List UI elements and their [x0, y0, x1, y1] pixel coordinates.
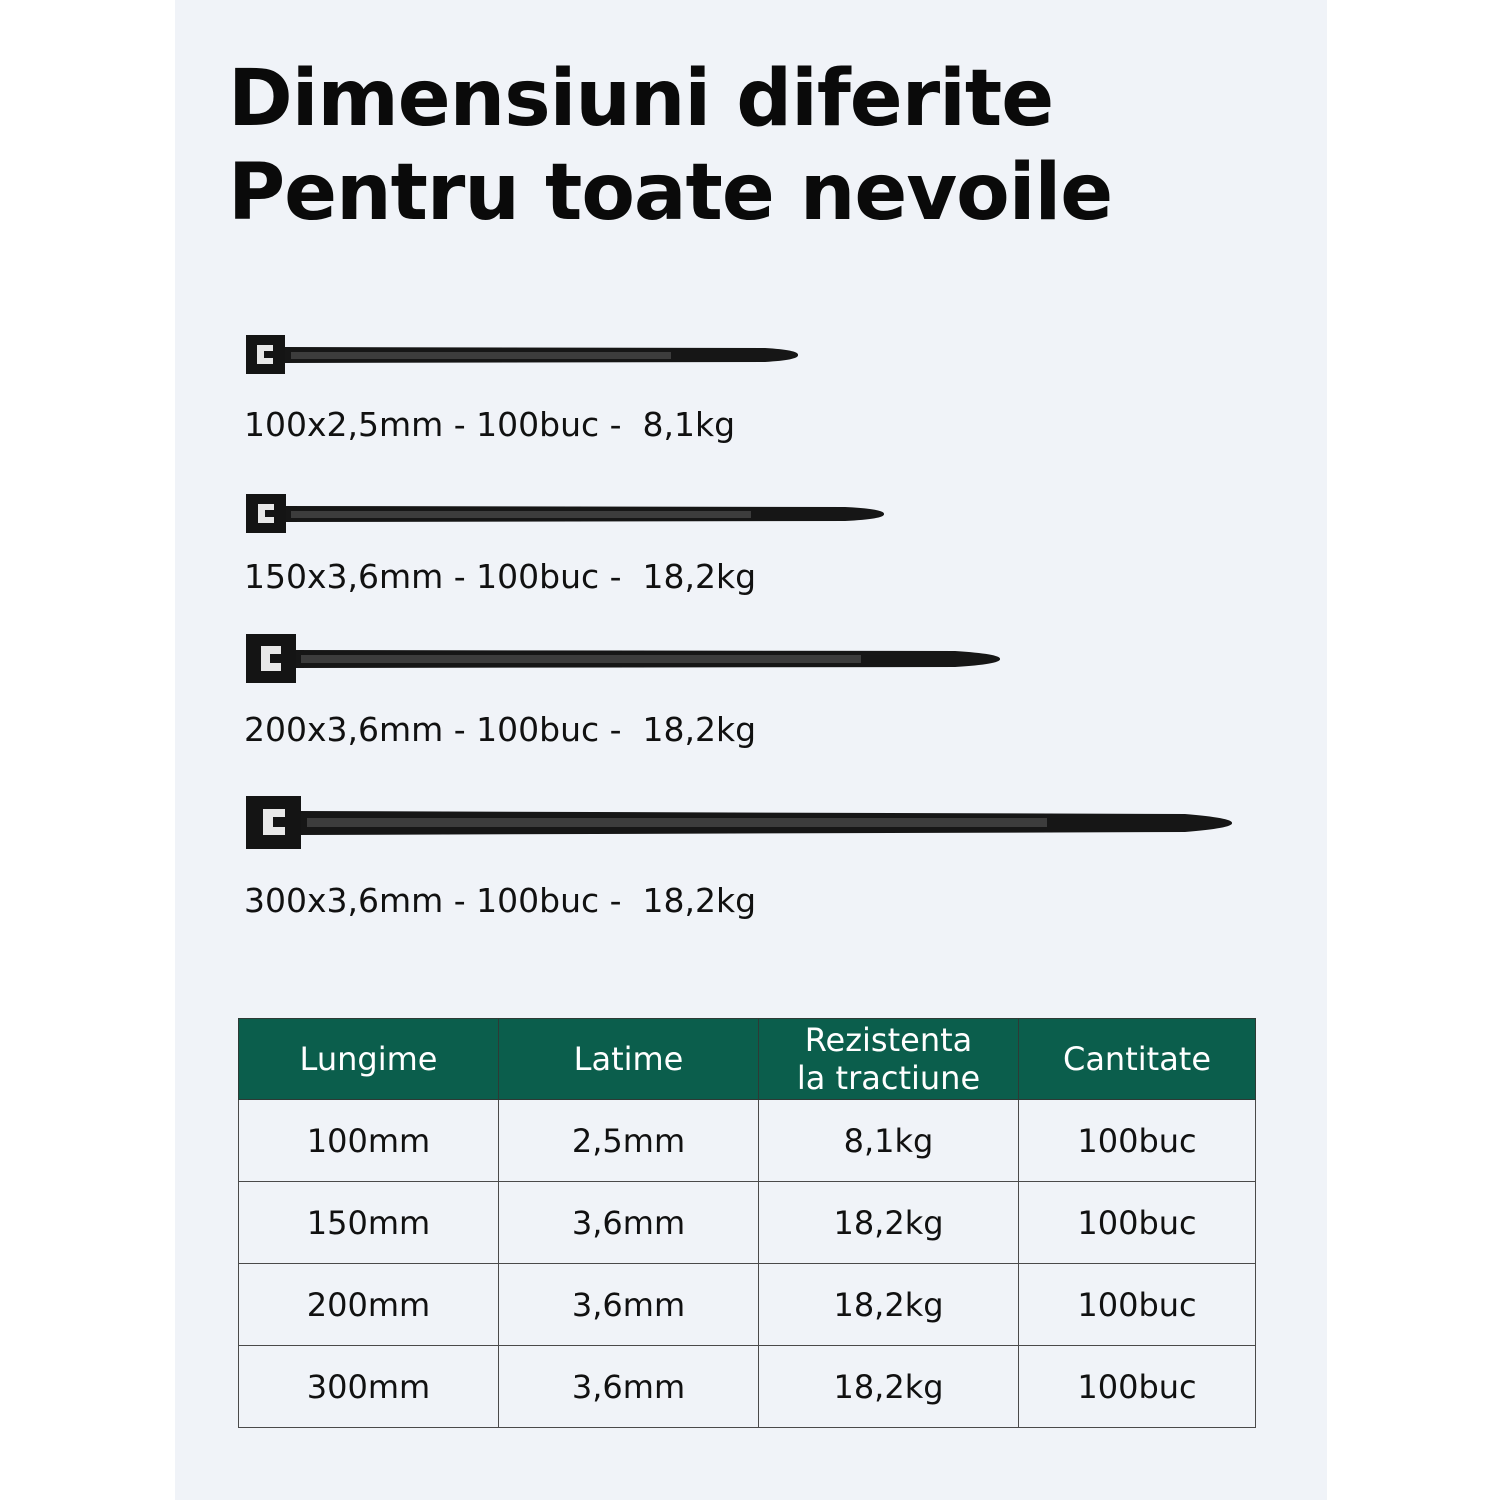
cell-rezistenta: 18,2kg [759, 1182, 1019, 1264]
cell-rezistenta: 18,2kg [759, 1264, 1019, 1346]
cable-tie-300mm-icon [245, 795, 1237, 851]
cell-latime: 3,6mm [499, 1264, 759, 1346]
cell-latime: 2,5mm [499, 1100, 759, 1182]
tie-label-200mm: 200x3,6mm - 100buc - 18,2kg [244, 710, 757, 749]
cell-latime: 3,6mm [499, 1346, 759, 1428]
cell-lungime: 300mm [239, 1346, 499, 1428]
headline [228, 52, 1112, 240]
cell-cantitate: 100buc [1019, 1264, 1256, 1346]
specifications-table [238, 1018, 1256, 1428]
tie-label-100mm: 100x2,5mm - 100buc - 8,1kg [244, 405, 736, 444]
table-row [239, 1182, 1256, 1264]
headline-line-1: Dimensiuni diferite [228, 54, 1054, 144]
table-row [239, 1264, 1256, 1346]
cable-tie-150mm-icon [245, 493, 890, 535]
tie-label-150mm: 150x3,6mm - 100buc - 18,2kg [244, 557, 757, 596]
header-lungime: Lungime [239, 1019, 499, 1100]
cell-rezistenta: 8,1kg [759, 1100, 1019, 1182]
headline-line-2: Pentru toate nevoile [228, 148, 1113, 238]
cable-tie-200mm-icon [245, 633, 1005, 685]
tie-label-300mm: 300x3,6mm - 100buc - 18,2kg [244, 881, 757, 920]
table-row [239, 1346, 1256, 1428]
cell-latime: 3,6mm [499, 1182, 759, 1264]
header-rezistenta: Rezistenta la tractiune [759, 1019, 1019, 1100]
cell-lungime: 200mm [239, 1264, 499, 1346]
cell-cantitate: 100buc [1019, 1100, 1256, 1182]
cell-cantitate: 100buc [1019, 1182, 1256, 1264]
cable-tie-100mm-icon [245, 334, 805, 378]
table-row [239, 1100, 1256, 1182]
table-header-row [239, 1019, 1256, 1100]
cell-lungime: 150mm [239, 1182, 499, 1264]
header-latime: Latime [499, 1019, 759, 1100]
header-cantitate: Cantitate [1019, 1019, 1256, 1100]
cell-lungime: 100mm [239, 1100, 499, 1182]
cell-rezistenta: 18,2kg [759, 1346, 1019, 1428]
cell-cantitate: 100buc [1019, 1346, 1256, 1428]
